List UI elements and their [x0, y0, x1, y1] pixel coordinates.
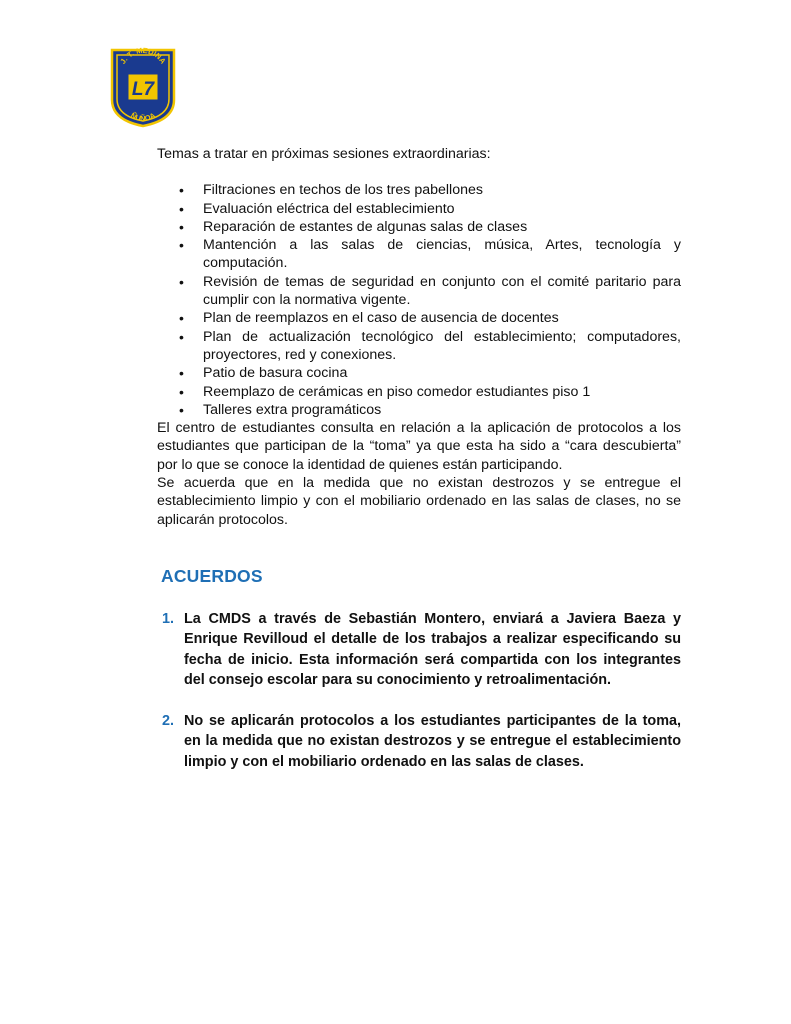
topics-list [157, 181, 681, 419]
agreement-number: 1. [162, 610, 175, 627]
school-logo [108, 44, 178, 128]
agreement-text: No se aplicarán protocolos a los estudiantes participantes de la toma, en la medida que no existan destrozos y se entregue el establecimiento limpio y con el mobiliario ordenado en las salas de clases. [184, 712, 681, 770]
logo-emblem: L7 [131, 79, 155, 100]
topic-item: • Reemplazo de cerámicas en piso comedor estudiantes piso 1 [203, 383, 681, 401]
topic-item: • Talleres extra programáticos [203, 401, 681, 419]
document-body [157, 145, 681, 772]
agreements-heading: ACUERDOS [161, 565, 263, 586]
topic-item: • Patio de basura cocina [203, 364, 681, 382]
logo-bottom-text: ÑUÑOA [129, 110, 157, 124]
agreement-paragraph: Se acuerda que en la medida que no existan destrozos y se entregue el establecimiento limpio y con el mobiliario ordenado en las salas de clases, no se aplicarán protocolos. [157, 475, 681, 528]
student-center-paragraph: El centro de estudiantes consulta en relación a la aplicación de protocolos a los estudiantes que participan de la “toma” ya que esta ha sido a “cara descubierta” por lo que se conoce la identidad de quienes están participando. [157, 420, 681, 473]
topic-item: • Plan de actualización tecnológico del establecimiento; computadores, proyectores, red y conexiones. [203, 328, 681, 365]
agreement-text: La CMDS a través de Sebastián Montero, enviará a Javiera Baeza y Enrique Revilloud el detalle de los trabajos a realizar especificando su fecha de inicio. Esta información será compartida con los integrantes del consejo escolar para su conocimiento y retroalimentación. [184, 610, 681, 689]
topic-item: • Mantención a las salas de ciencias, música, Artes, tecnología y computación. [203, 236, 681, 273]
agreement-item [162, 609, 681, 691]
topic-item: • Reparación de estantes de algunas salas de clases [203, 218, 681, 236]
agreement-item [162, 711, 681, 773]
topic-item: • Filtraciones en techos de los tres pabellones [203, 181, 681, 199]
topic-item: • Evaluación eléctrica del establecimiento [203, 200, 681, 218]
agreements-list [157, 609, 681, 773]
agreement-number: 2. [162, 712, 175, 729]
topic-item: • Plan de reemplazos en el caso de ausencia de docentes [203, 309, 681, 327]
logo-top-text: J. T. MEDINA [118, 45, 168, 66]
topics-intro: Temas a tratar en próximas sesiones extraordinarias: [157, 146, 491, 162]
topic-item: • Revisión de temas de seguridad en conjunto con el comité paritario para cumplir con la normativa vigente. [203, 273, 681, 310]
